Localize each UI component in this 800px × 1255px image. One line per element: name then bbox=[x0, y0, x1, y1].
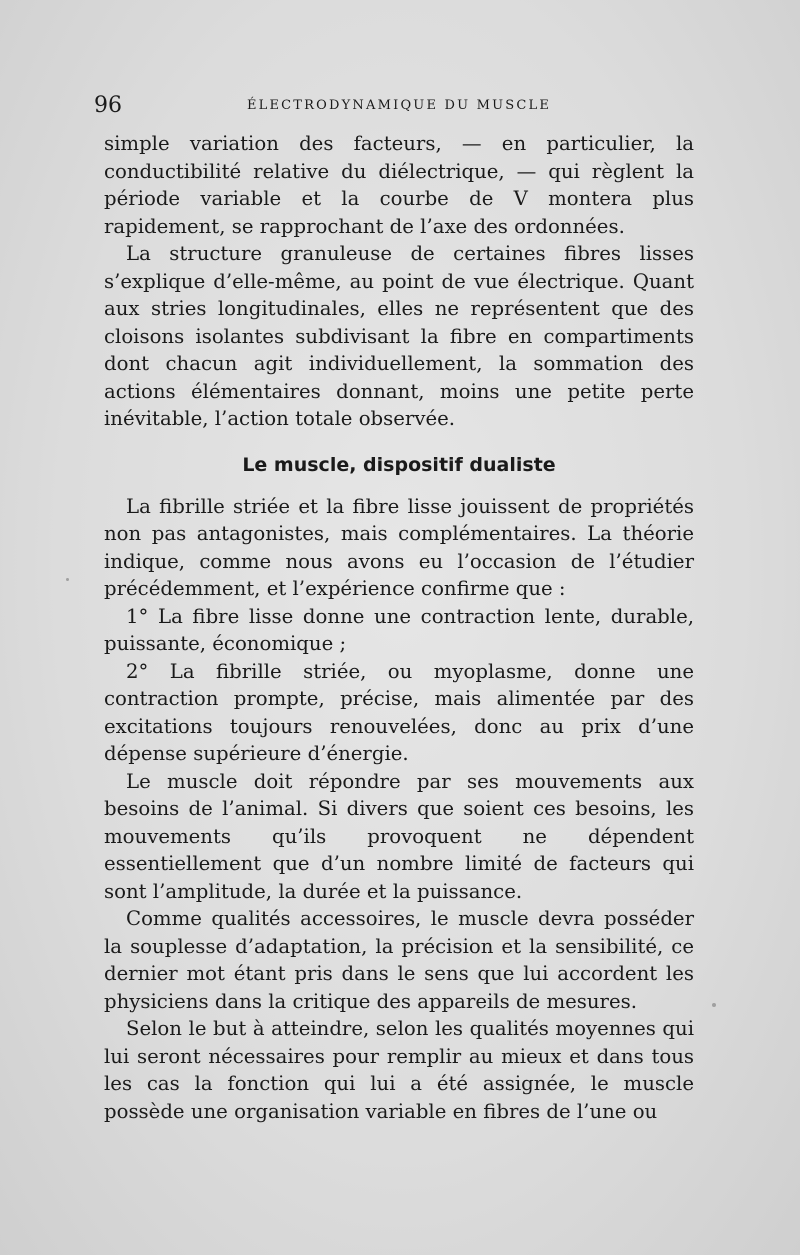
paragraph: Le muscle doit répondre par ses mouvements aux besoins de l’animal. Si divers que soient ces besoins, les mouvements qu’ils provoquent ne dépendent essentiellement que d’un nombre limité de facteurs qui sont l’amplitude, la durée et la puissance. bbox=[104, 769, 694, 903]
section-heading: Le muscle, dispositif dualiste bbox=[242, 453, 556, 476]
body-text bbox=[104, 130, 694, 1125]
paragraph: La structure granuleuse de certaines fibres lisses s’explique d’elle-même, au point de vue électrique. Quant aux stries longitudinales, elles ne représentent que des cloisons isolantes subdivisant la fibre en compartiments dont chacun agit individuellement, la sommation des actions élémentaires donnant, moins une petite perte inévitable, l’action totale observée. bbox=[104, 242, 694, 430]
book-page bbox=[94, 92, 694, 1125]
paper-speck bbox=[712, 1003, 716, 1007]
running-head bbox=[94, 92, 694, 126]
paragraph: La fibrille striée et la fibre lisse jouissent de propriétés non pas antagonistes, mais complémentaires. La théorie indique, comme nous avons eu l’occasion de l’étudier précédemment, et l’expérience confirme que : bbox=[104, 494, 694, 600]
running-title: ÉLECTRODYNAMIQUE DU MUSCLE bbox=[246, 98, 552, 113]
paragraph: Comme qualités accessoires, le muscle devra posséder la souplesse d’adaptation, la précision et la sensibilité, ce dernier mot étant pris dans le sens que lui accordent les physiciens dans la critique des appareils de mesures. bbox=[104, 907, 694, 1013]
list-item-1: 1° La fibre lisse donne une contraction lente, durable, puissante, économique ; bbox=[104, 604, 694, 655]
page-number: 96 bbox=[94, 93, 122, 118]
paragraph-continued: simple variation des facteurs, — en particulier, la conductibilité relative du diélectrique, — qui règlent la période variable et la courbe de V montera plus rapidement, se rapprochant de l’axe des ordonnées. bbox=[104, 132, 694, 238]
paper-speck bbox=[66, 578, 69, 581]
paragraph: Selon le but à atteindre, selon les qualités moyennes qui lui seront nécessaires pour remplir au mieux et dans tous les cas la fonction qui lui a été assignée, le muscle possède une organisation variable en fibres de l’une ou bbox=[104, 1017, 694, 1123]
list-item-2: 2° La fibrille striée, ou myoplasme, donne une contraction prompte, précise, mais alimentée par des excitations toujours renouvelées, donc au prix d’une dépense supérieure d’énergie. bbox=[104, 659, 694, 765]
